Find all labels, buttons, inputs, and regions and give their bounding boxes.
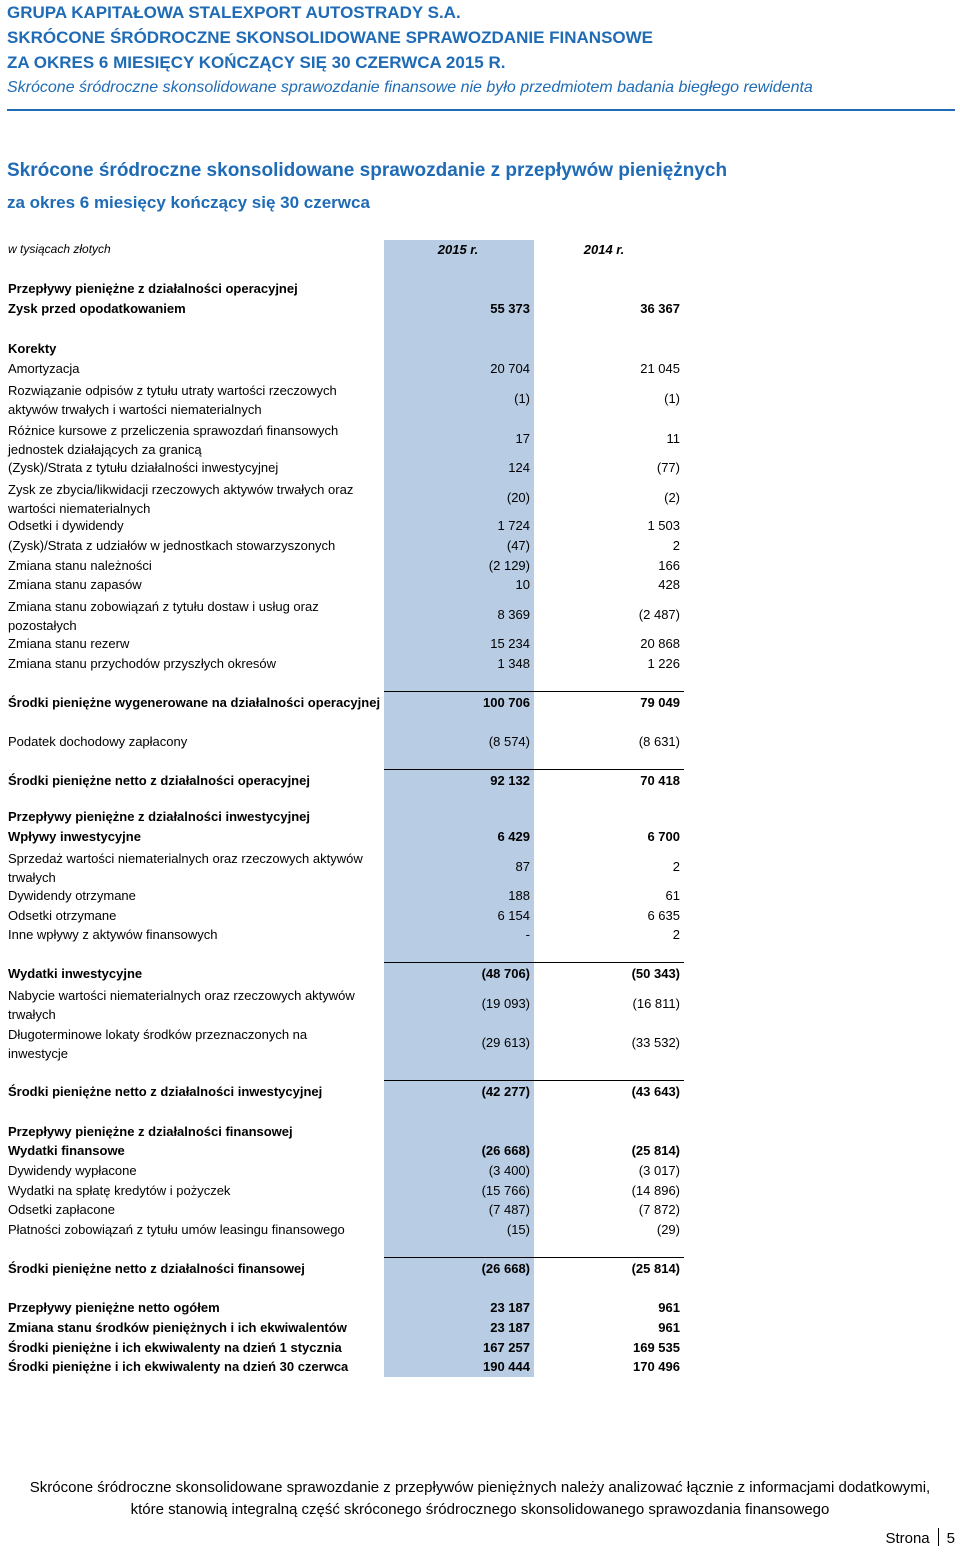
value-2015: 1 724 — [497, 518, 530, 533]
value-2014: (50 343) — [631, 966, 680, 981]
value-2015: 6 429 — [497, 829, 530, 844]
row-label: Przepływy pieniężne z działalności inwestycyjnej — [8, 809, 310, 824]
total-rule — [384, 1257, 534, 1258]
value-2015: 55 373 — [490, 301, 530, 316]
total-rule — [534, 1080, 684, 1081]
value-2014: 961 — [658, 1300, 680, 1315]
value-2015: 20 704 — [490, 361, 530, 376]
value-2015: (26 668) — [481, 1261, 530, 1276]
total-rule — [534, 769, 684, 770]
total-rule — [534, 1257, 684, 1258]
row-label: Zmiana stanu należności — [8, 558, 152, 573]
value-2014: (7 872) — [638, 1202, 680, 1217]
value-2015: 17 — [515, 431, 530, 446]
value-2014: (1) — [664, 391, 680, 406]
value-2015: 10 — [515, 577, 530, 592]
value-2015: 8 369 — [497, 607, 530, 622]
value-2014: 1 226 — [647, 656, 680, 671]
document-header — [7, 0, 955, 101]
value-2014: 61 — [665, 888, 680, 903]
value-2014: (33 532) — [631, 1035, 680, 1050]
value-2014: 2 — [672, 538, 680, 553]
value-2015: (8 574) — [488, 734, 530, 749]
total-rule — [384, 691, 534, 692]
statement-title — [7, 155, 727, 219]
row-label: Środki pieniężne i ich ekwiwalenty na dzień 1 stycznia — [8, 1340, 342, 1355]
statement-title-line2: za okres 6 miesięcy kończący się 30 czerwca — [7, 193, 370, 212]
row-label: Środki pieniężne wygenerowane na działalności operacyjnej — [8, 695, 381, 710]
value-2014: (25 814) — [631, 1261, 680, 1276]
footer-note-line2: które stanowią integralną część skróconego śródrocznego skonsolidowanego sprawozdania finansowego — [130, 1501, 830, 1518]
value-2014: 21 045 — [640, 361, 680, 376]
row-label: Zmiana stanu rezerw — [8, 636, 130, 651]
row-label: Różnice kursowe z przeliczenia sprawozdań finansowych jednostek działających za granicą — [8, 423, 339, 457]
value-2015: (47) — [506, 538, 530, 553]
value-2014: (3 017) — [638, 1163, 680, 1178]
company-name: GRUPA KAPITAŁOWA STALEXPORT AUTOSTRADY S.A. — [7, 3, 461, 22]
report-name: SKRÓCONE ŚRÓDROCZNE SKONSOLIDOWANE SPRAWOZDANIE FINANSOWE — [7, 28, 654, 47]
year-2015-header: 2015 r. — [437, 242, 479, 257]
row-label: (Zysk)/Strata z udziałów w jednostkach stowarzyszonych — [8, 538, 336, 553]
row-label: Przepływy pieniężne z działalności finansowej — [8, 1124, 293, 1139]
value-2015: (2 129) — [488, 558, 530, 573]
value-2014: 6 635 — [647, 908, 680, 923]
row-label: Wydatki na spłatę kredytów i pożyczek — [8, 1183, 231, 1198]
footer-note-line1: Skrócone śródroczne skonsolidowane sprawozdanie z przepływów pieniężnych należy analizować łącznie z informacjami dodatkowymi, — [29, 1479, 931, 1496]
value-2015: (29 613) — [481, 1035, 530, 1050]
row-label: Wydatki inwestycyjne — [8, 966, 143, 981]
row-label: Zmiana stanu zobowiązań z tytułu dostaw i usług oraz pozostałych — [8, 599, 319, 633]
value-2014: 36 367 — [640, 301, 680, 316]
value-2014: (16 811) — [632, 996, 680, 1011]
value-2015: 167 257 — [483, 1340, 530, 1355]
total-rule — [534, 962, 684, 963]
row-label: Zysk ze zbycia/likwidacji rzeczowych aktywów trwałych oraz wartości niematerialnych — [8, 482, 354, 516]
value-2015: (42 277) — [481, 1084, 530, 1099]
row-label: Korekty — [8, 341, 57, 356]
row-label: Inne wpływy z aktywów finansowych — [8, 927, 218, 942]
year-2014-header: 2014 r. — [583, 242, 625, 257]
page-number-value: 5 — [946, 1530, 955, 1547]
value-2014: (2) — [664, 490, 680, 505]
total-rule — [534, 691, 684, 692]
value-2015: (15) — [506, 1222, 530, 1237]
value-2014: 70 418 — [640, 773, 680, 788]
row-label: Amortyzacja — [8, 361, 80, 376]
value-2015: - — [525, 927, 530, 942]
value-2015: 23 187 — [490, 1320, 530, 1335]
page-separator — [938, 1528, 939, 1546]
value-2015: (3 400) — [488, 1163, 530, 1178]
value-2014: (2 487) — [638, 607, 680, 622]
value-2014: 6 700 — [647, 829, 680, 844]
value-2014: 170 496 — [633, 1359, 680, 1374]
row-label: Zmiana stanu środków pieniężnych i ich ekwiwalentów — [8, 1320, 347, 1335]
value-2015: 23 187 — [490, 1300, 530, 1315]
value-2015: 1 348 — [497, 656, 530, 671]
row-label: Wpływy inwestycyjne — [8, 829, 141, 844]
value-2015: (15 766) — [481, 1183, 530, 1198]
row-label: (Zysk)/Strata z tytułu działalności inwestycyjnej — [8, 460, 279, 475]
row-label: Podatek dochodowy zapłacony — [8, 734, 188, 749]
row-label: Długoterminowe lokaty środków przeznaczonych na inwestycje — [8, 1027, 308, 1061]
value-2015: 87 — [515, 859, 530, 874]
row-label: Odsetki otrzymane — [8, 908, 117, 923]
value-2014: (77) — [656, 460, 680, 475]
row-label: Zmiana stanu przychodów przyszłych okresów — [8, 656, 277, 671]
row-label: Dywidendy otrzymane — [8, 888, 136, 903]
row-label: Środki pieniężne netto z działalności finansowej — [8, 1261, 305, 1276]
row-label: Zysk przed opodatkowaniem — [8, 301, 186, 316]
value-2014: 2 — [672, 927, 680, 942]
row-label: Sprzedaż wartości niematerialnych oraz rzeczowych aktywów trwałych — [8, 851, 363, 885]
value-2015: 124 — [508, 460, 530, 475]
value-2015: (26 668) — [481, 1143, 530, 1158]
row-label: Zmiana stanu zapasów — [8, 577, 142, 592]
value-2015: 188 — [508, 888, 530, 903]
row-label: Przepływy pieniężne z działalności operacyjnej — [8, 281, 298, 296]
value-2014: (14 896) — [631, 1183, 680, 1198]
row-label: Dywidendy wypłacone — [8, 1163, 137, 1178]
value-2014: 79 049 — [640, 695, 680, 710]
value-2014: (29) — [656, 1222, 680, 1237]
value-2014: (43 643) — [631, 1084, 680, 1099]
page-label: Strona — [885, 1530, 930, 1547]
row-label: Nabycie wartości niematerialnych oraz rzeczowych aktywów trwałych — [8, 988, 355, 1022]
audit-note: Skrócone śródroczne skonsolidowane sprawozdanie finansowe nie było przedmiotem badania biegłego rewidenta — [7, 79, 813, 96]
units-label: w tysiącach złotych — [8, 242, 111, 256]
value-2014: 20 868 — [640, 636, 680, 651]
value-2014: 169 535 — [633, 1340, 680, 1355]
row-label: Rozwiązanie odpisów z tytułu utraty wartości rzeczowych aktywów trwałych i wartości niematerialnych — [8, 383, 337, 417]
total-rule — [384, 962, 534, 963]
row-label: Odsetki i dywidendy — [8, 518, 124, 533]
value-2014: 961 — [658, 1320, 680, 1335]
report-period: ZA OKRES 6 MIESIĘCY KOŃCZĄCY SIĘ 30 CZERWCA 2015 R. — [7, 53, 506, 72]
value-2015: (7 487) — [488, 1202, 530, 1217]
row-label: Wydatki finansowe — [8, 1143, 125, 1158]
row-label: Środki pieniężne netto z działalności inwestycyjnej — [8, 1084, 323, 1099]
value-2015: 6 154 — [497, 908, 530, 923]
value-2014: 11 — [666, 431, 680, 446]
value-2015: (20) — [506, 490, 530, 505]
value-2014: (8 631) — [638, 734, 680, 749]
header-divider — [7, 109, 955, 111]
value-2014: 428 — [658, 577, 680, 592]
value-2015: (48 706) — [481, 966, 530, 981]
value-2015: 190 444 — [483, 1359, 530, 1374]
row-label: Środki pieniężne netto z działalności operacyjnej — [8, 773, 310, 788]
page-number — [885, 1528, 955, 1547]
value-2014: (25 814) — [631, 1143, 680, 1158]
row-label: Płatności zobowiązań z tytułu umów leasingu finansowego — [8, 1222, 345, 1237]
value-2014: 166 — [658, 558, 680, 573]
value-2015: 15 234 — [490, 636, 530, 651]
value-2014: 1 503 — [647, 518, 680, 533]
row-label: Środki pieniężne i ich ekwiwalenty na dzień 30 czerwca — [8, 1359, 349, 1374]
value-2015: 92 132 — [490, 773, 530, 788]
value-2014: 2 — [672, 859, 680, 874]
row-label: Odsetki zapłacone — [8, 1202, 115, 1217]
value-2015: 100 706 — [483, 695, 530, 710]
value-2015: (19 093) — [481, 996, 530, 1011]
total-rule — [384, 769, 534, 770]
statement-title-line1: Skrócone śródroczne skonsolidowane sprawozdanie z przepływów pieniężnych — [7, 160, 728, 181]
document-footer — [0, 1477, 960, 1521]
value-2015: (1) — [514, 391, 530, 406]
row-label: Przepływy pieniężne netto ogółem — [8, 1300, 220, 1315]
total-rule — [384, 1080, 534, 1081]
